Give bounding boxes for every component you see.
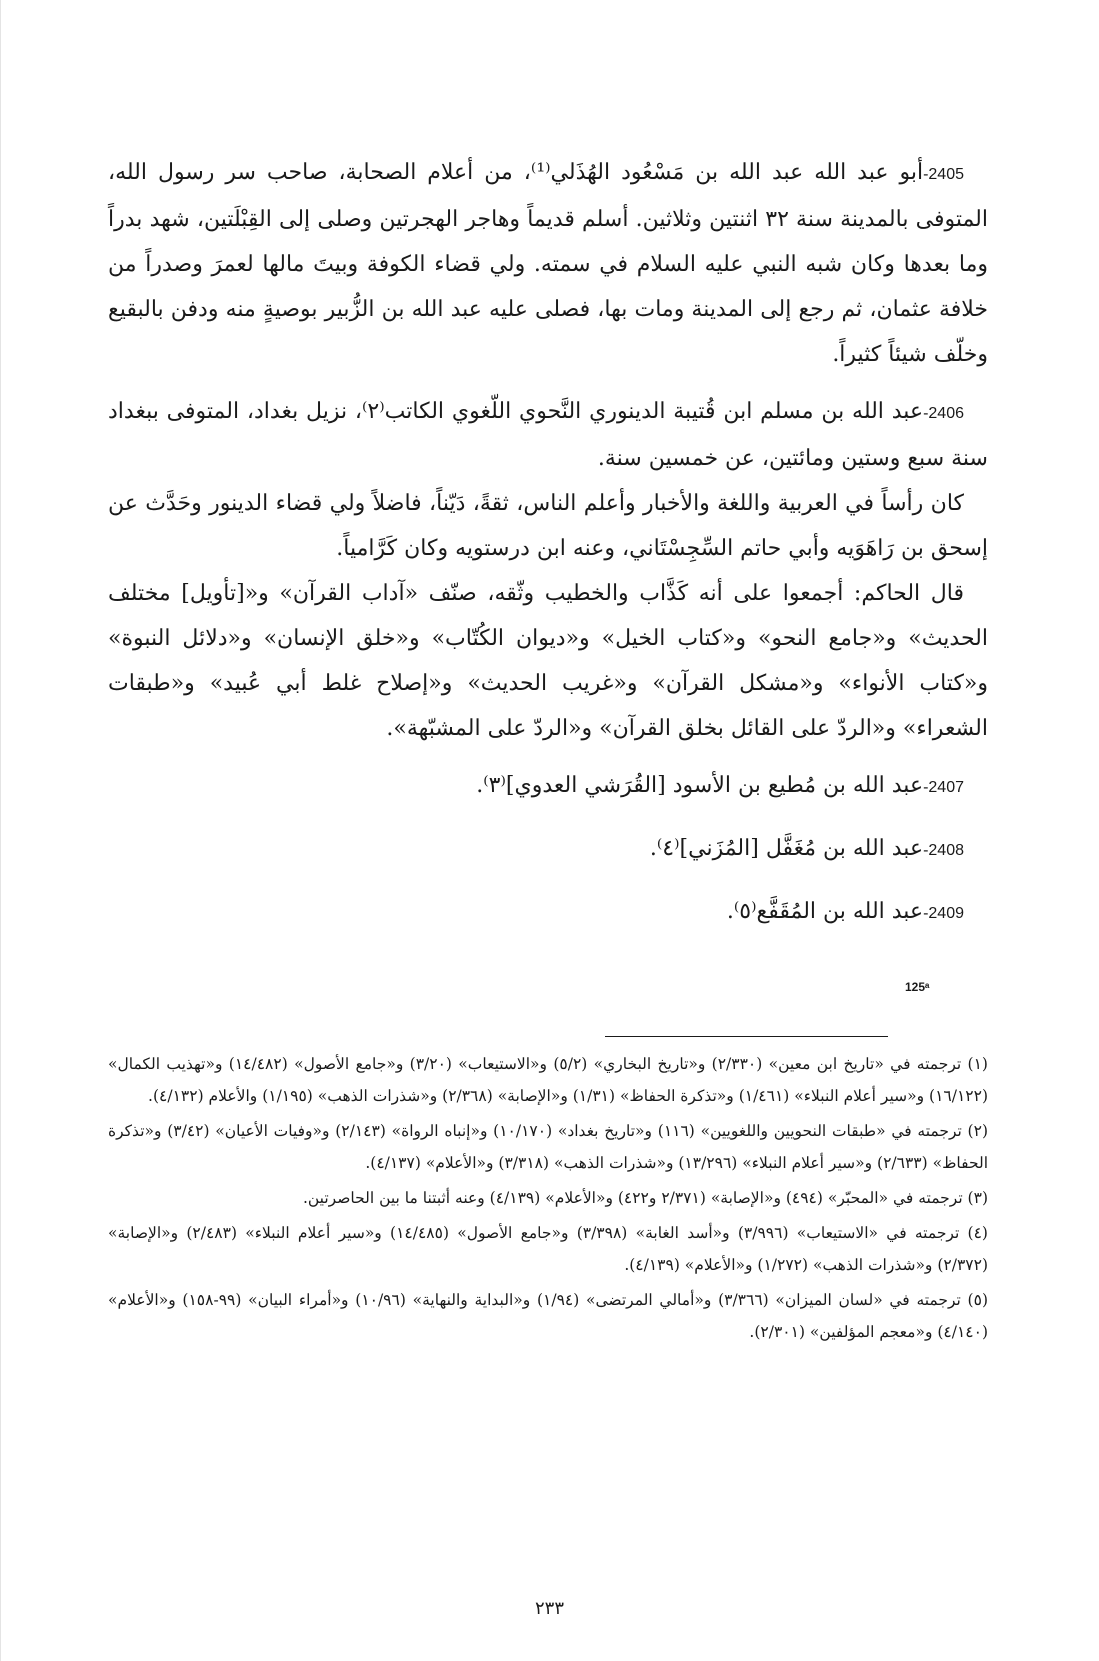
entry-paragraph [108,389,988,481]
folio-marker: 125ᵃ [905,980,930,994]
main-text [108,150,988,952]
entry-paragraph: قال الحاكم: أجمعوا على أنه كَذَّاب والخطيب وثّقه، صنّف «آداب القرآن» و«[تأويل] مختلف الحديث» و«جامع النحو» و«كتاب الخيل» و«ديوان الكُتّاب» و«خلق الإنسان» و«دلائل النبوة» و«كتاب الأنواء» و«مشكل القرآن» و«غريب الحديث» و«إصلاح غلط أبي عُبيد» و«طبقات الشعراء» و«الردّ على القائل بخلق القرآن» و«الردّ على المشبّهة». [108,581,988,741]
footnote: (٤) ترجمته في «الاستيعاب» (٣/٩٩٦) و«أسد الغابة» (٣/٣٩٨) و«جامع الأصول» (١٤/٤٨٥) و«سير أعلام النبلاء» (٢/٤٨٣) و«الإصابة» (٢/٣٧٢) و«شذرات الذهب» (١/٢٧٢) و«الأعلام» (٤/١٣٩). [108,1224,988,1274]
entry-number: 2406- [923,405,964,422]
entry-paragraph [108,826,988,873]
entry-number: 2407- [923,779,964,796]
entry-text: عبد الله بن مسلم ابن قُتيبة الدينوري النَّحوي اللّغوي الكاتب⁽٢⁾، نزيل بغداد، المتوفى ببغداد سنة سبع وستين ومائتين، عن خمسين سنة. [108,399,988,471]
entry-text: عبد الله بن المُقَفَّع⁽٥⁾. [726,899,924,924]
entry-number: 2409- [923,905,964,922]
footnote-divider [605,1036,888,1037]
page-number: ٢٣٣ [534,1598,564,1619]
entry-2405 [108,150,988,377]
footnote: (٣) ترجمته في «المحبّر» (٤٩٤) و«الإصابة» (٢/٣٧١ و٤٢٢) و«الأعلام» (٤/١٣٩) وعنه أثبتنا ما بين الحاصرتين. [302,1189,988,1207]
entry-text: عبد الله بن مُطيع بن الأسود [القُرَشي العدوي]⁽٣⁾. [476,773,924,798]
entry-2409 [108,889,988,936]
entry-2406 [108,389,988,751]
footnote: (٢) ترجمته في «طبقات النحويين واللغويين» (١١٦) و«تاريخ بغداد» (١٠/١٧٠) و«إنباه الرواة» (٢/١٤٣) و«وفيات الأعيان» (٣/٤٢) و«تذكرة الحفاظ» (٢/٦٣٣) و«سير أعلام النبلاء» (١٣/٢٩٦) و«شذرات الذهب» (٣/٣١٨) و«الأعلام» (٤/١٣٧). [108,1122,988,1172]
entry-paragraph [108,889,988,936]
footnote: (٥) ترجمته في «لسان الميزان» (٣/٣٦٦) و«أمالي المرتضى» (١/٩٤) و«البداية والنهاية» (١٠/٩٦) و«أمراء البيان» (٩٩-١٥٨) و«الأعلام» (٤/١٤٠) و«معجم المؤلفين» (٢/٣٠١). [108,1291,988,1341]
entry-number: 2405- [923,166,964,183]
footnote: (١) ترجمته في «تاريخ ابن معين» (٢/٣٣٠) و«تاريخ البخاري» (٥/٢) و«الاستيعاب» (٣/٢٠) و«جامع الأصول» (١٤/٤٨٢) و«تهذيب الكمال» (١٦/١٢٢) و«سير أعلام النبلاء» (١/٤٦١) و«تذكرة الحفاظ» (١/٣١) و«الإصابة» (٢/٣٦٨) و«شذرات الذهب» (١/١٩٥) والأعلام (٤/١٣٢). [108,1055,988,1105]
entry-paragraph [108,763,988,810]
entry-number: 2408- [923,842,964,859]
footnotes [108,1048,988,1351]
entry-2408 [108,826,988,873]
entry-paragraph [108,150,988,377]
scan-edge [0,0,1,1661]
entry-text: عبد الله بن مُغَفَّل [المُزَني]⁽٤⁾. [649,836,924,861]
entry-text: أبو عبد الله عبد الله بن مَسْعُود الهُذَلي⁽¹⁾، من أعلام الصحابة، صاحب سر رسول الله، المتوفى بالمدينة سنة ٣٢ اثنتين وثلاثين. أسلم قديماً وهاجر الهجرتين وصلى إلى القِبْلَتين، شهد بدراً وما بعدها وكان شبه النبي عليه السلام في سمته. ولي قضاء الكوفة وبيتَ مالها لعمرَ وصدراً من خلافة عثمان، ثم رجع إلى المدينة ومات بها، فصلى عليه عبد الله بن الزُّبير بوصيةٍ منه ودفن بالبقيع وخلّف شيئاً كثيراً. [108,160,988,367]
entry-paragraph: كان رأساً في العربية واللغة والأخبار وأعلم الناس، ثقةً، دَيّناً، فاضلاً ولي قضاء الدينور وحَدَّث عن إسحق بن رَاهَوَيه وأبي حاتم السِّجِسْتَاني، وعنه ابن درستويه وكان كَرَّامياً. [108,491,988,561]
entry-2407 [108,763,988,810]
